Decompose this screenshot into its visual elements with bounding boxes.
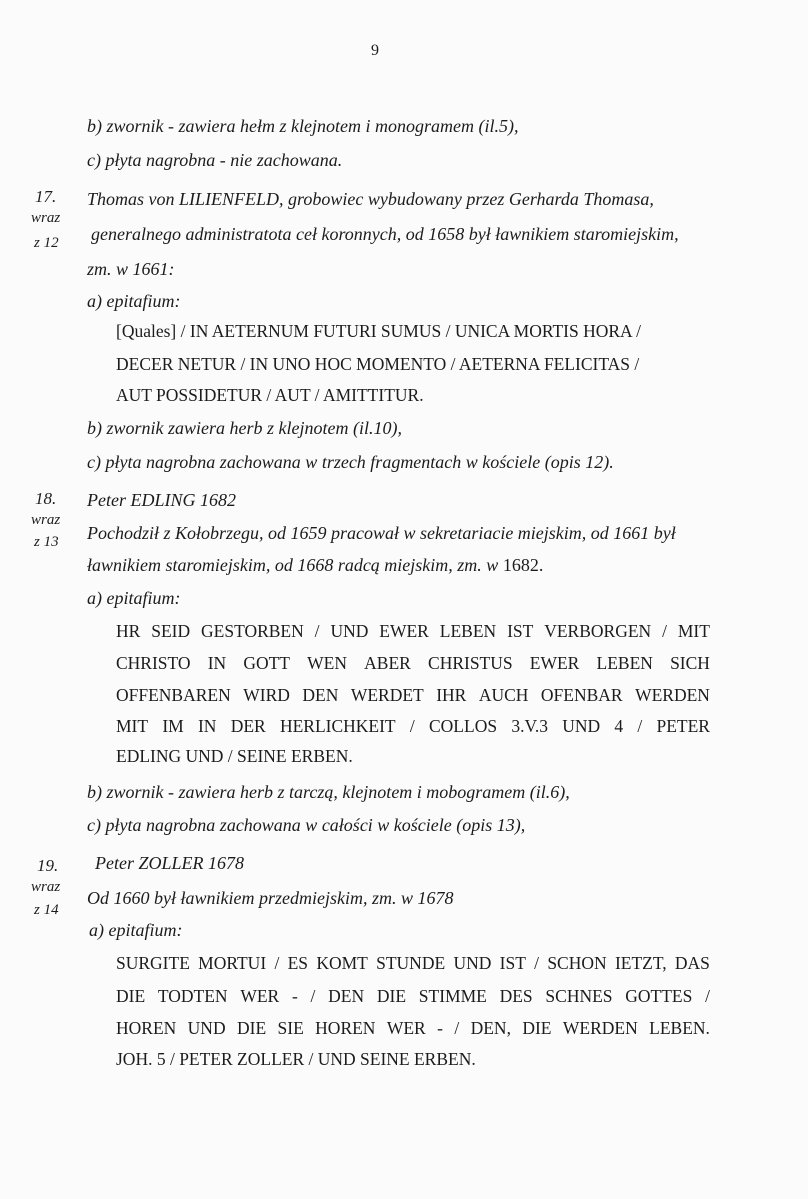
entry17-death: zm. w 1661:	[87, 259, 175, 279]
entry17-epitaph-line: [Quales] / IN AETERNUM FUTURI SUMUS / UNICA MORTIS HORA /	[116, 321, 641, 341]
entry18-heading: Peter EDLING 1682	[87, 490, 236, 510]
entry17-item-c: c) płyta nagrobna zachowana w trzech fragmentach w kościele (opis 12).	[87, 452, 614, 472]
epitaph-word: TODTEN	[157, 986, 228, 1006]
epitaph-word: MIT	[677, 621, 710, 641]
entry18-ref: z 13	[34, 534, 59, 550]
epitaph-word: 4	[614, 716, 624, 736]
entry19-wraz: wraz	[31, 879, 61, 895]
epitaph-word: WER	[386, 1018, 426, 1038]
page-number: 9	[371, 42, 379, 59]
epitaph-word: UND	[562, 716, 601, 736]
epitaph-word: HOREN	[116, 1018, 177, 1038]
entry18-bio: Pochodził z Kołobrzegu, od 1659 pracował w sekretariacie miejskim, od 1661 był	[87, 523, 676, 543]
epitaph-word: DER	[230, 716, 266, 736]
entry17-item-b: b) zwornik zawiera herb z klejnotem (il.10),	[87, 418, 402, 438]
epitaph-word: /	[534, 953, 540, 973]
entry18-epitaph-line	[116, 685, 710, 706]
epitaph-word: IN	[207, 653, 227, 673]
epitaph-word: SEID	[151, 621, 191, 641]
epitaph-word: HR	[116, 621, 141, 641]
epitaph-word: LEBEN.	[649, 1018, 710, 1038]
epitaph-word: ABER	[364, 653, 411, 673]
epitaph-word: MORTUI	[198, 953, 267, 973]
entry19-bio: Od 1660 był ławnikiem przedmiejskim, zm. w 1678	[87, 888, 454, 908]
epitaph-word: STUNDE	[376, 953, 446, 973]
epitaph-word: /	[409, 716, 415, 736]
entry19-item-a-label: a) epitafium:	[89, 920, 183, 940]
entry17-item-a-label: a) epitafium:	[87, 291, 181, 311]
epitaph-word: /	[662, 621, 667, 641]
entry16-item-c: c) płyta nagrobna - nie zachowana.	[87, 150, 343, 170]
epitaph-word: DEN	[302, 685, 339, 705]
epitaph-word: -	[291, 986, 298, 1006]
epitaph-word: DEN	[328, 986, 365, 1006]
epitaph-word: WERDEN	[562, 1018, 638, 1038]
entry19-epitaph-line	[116, 1018, 710, 1039]
epitaph-word: SCHON	[547, 953, 607, 973]
epitaph-word: LEBEN	[439, 621, 497, 641]
entry17-ref: z 12	[34, 235, 59, 251]
epitaph-word: CHRISTUS	[428, 653, 513, 673]
epitaph-word: AUCH	[478, 685, 529, 705]
entry17-heading: Thomas von LILIENFELD, grobowiec wybudowany przez Gerharda Thomasa,	[87, 189, 654, 209]
entry19-number: 19.	[37, 856, 59, 875]
epitaph-word: IM	[162, 716, 184, 736]
epitaph-word: DES	[499, 986, 533, 1006]
entry17-bio: generalnego administratota ceł koronnych, od 1658 był ławnikiem staromiejskim,	[91, 224, 679, 244]
epitaph-word: 3.V.3	[511, 716, 548, 736]
entry18-item-b: b) zwornik - zawiera herb z tarczą, klejnotem i mobogramem (il.6),	[87, 782, 570, 802]
epitaph-word: DIE	[522, 1018, 552, 1038]
epitaph-word: HOREN	[315, 1018, 376, 1038]
entry18-epitaph-line	[116, 716, 710, 737]
epitaph-word: SICH	[670, 653, 710, 673]
epitaph-word: WER	[240, 986, 280, 1006]
epitaph-word: CHRISTO	[116, 653, 191, 673]
epitaph-word: OFFENBAREN	[116, 685, 231, 705]
epitaph-word: /	[705, 986, 710, 1006]
entry18-bio-cont	[87, 555, 543, 576]
entry19-epitaph-line	[116, 953, 710, 974]
epitaph-word: IHR	[436, 685, 467, 705]
epitaph-word: /	[274, 953, 280, 973]
epitaph-word: GOTTES	[625, 986, 693, 1006]
epitaph-word: WERDEN	[635, 685, 710, 705]
epitaph-word: SIE	[277, 1018, 304, 1038]
epitaph-word: GOTT	[243, 653, 290, 673]
epitaph-word: IN	[197, 716, 217, 736]
epitaph-word: STIMME	[418, 986, 487, 1006]
epitaph-word: WERDET	[350, 685, 424, 705]
epitaph-word: UND	[187, 1018, 226, 1038]
epitaph-word: UND	[453, 953, 492, 973]
epitaph-word: VERBORGEN	[544, 621, 652, 641]
entry18-death-year: 1682.	[502, 555, 544, 575]
epitaph-word: IST	[507, 621, 534, 641]
entry17-epitaph-line: AUT POSSIDETUR / AUT / AMITTITUR.	[116, 385, 424, 405]
entry17-wraz: wraz	[31, 210, 61, 226]
epitaph-word: EWER	[379, 621, 429, 641]
epitaph-word: PETER	[656, 716, 710, 736]
entry19-heading: Peter ZOLLER 1678	[95, 853, 245, 873]
epitaph-word: GESTORBEN	[201, 621, 304, 641]
epitaph-word: SCHNES	[545, 986, 613, 1006]
epitaph-word: -	[437, 1018, 443, 1038]
epitaph-word: /	[314, 621, 320, 641]
entry18-epitaph-line: EDLING UND / SEINE ERBEN.	[116, 746, 353, 766]
epitaph-word: DIE	[116, 986, 146, 1006]
epitaph-word: MIT	[116, 716, 149, 736]
epitaph-word: IETZT,	[614, 953, 667, 973]
epitaph-word: DIE	[376, 986, 407, 1006]
entry18-number: 18.	[35, 489, 57, 508]
epitaph-word: UND	[330, 621, 369, 641]
epitaph-word: OFENBAR	[540, 685, 623, 705]
entry18-epitaph-line	[116, 653, 710, 674]
entry19-epitaph-line: JOH. 5 / PETER ZOLLER / UND SEINE ERBEN.	[116, 1049, 476, 1069]
epitaph-word: DIE	[236, 1018, 267, 1038]
epitaph-word: COLLOS	[429, 716, 498, 736]
epitaph-word: LEBEN	[596, 653, 653, 673]
epitaph-word: IST	[499, 953, 526, 973]
epitaph-word: HERLICHKEIT	[279, 716, 396, 736]
entry18-item-c: c) płyta nagrobna zachowana w całości w kościele (opis 13),	[87, 815, 526, 835]
epitaph-word: /	[454, 1018, 460, 1038]
entry17-epitaph-line: DECER NETUR / IN UNO HOC MOMENTO / AETERNA FELICITAS /	[116, 354, 640, 374]
entry18-item-a-label: a) epitafium:	[87, 588, 181, 608]
epitaph-word: /	[637, 716, 643, 736]
entry16-item-b: b) zwornik - zawiera hełm z klejnotem i monogramem (il.5),	[87, 116, 519, 136]
epitaph-word: KOMT	[316, 953, 368, 973]
entry19-epitaph-line	[116, 986, 710, 1007]
epitaph-word: SURGITE	[116, 953, 190, 973]
entry18-epitaph-line	[116, 621, 710, 642]
epitaph-word: /	[310, 986, 316, 1006]
entry18-bio-text: ławnikiem staromiejskim, od 1668 radcą miejskim, zm. w	[87, 555, 503, 575]
entry18-wraz: wraz	[31, 512, 61, 528]
epitaph-word: WIRD	[243, 685, 290, 705]
epitaph-word: EWER	[529, 653, 580, 673]
entry17-number: 17.	[35, 187, 57, 206]
epitaph-word: WEN	[307, 653, 348, 673]
entry19-ref: z 14	[34, 902, 59, 918]
epitaph-word: ES	[287, 953, 309, 973]
epitaph-word: DAS	[674, 953, 710, 973]
epitaph-word: DEN,	[470, 1018, 511, 1038]
